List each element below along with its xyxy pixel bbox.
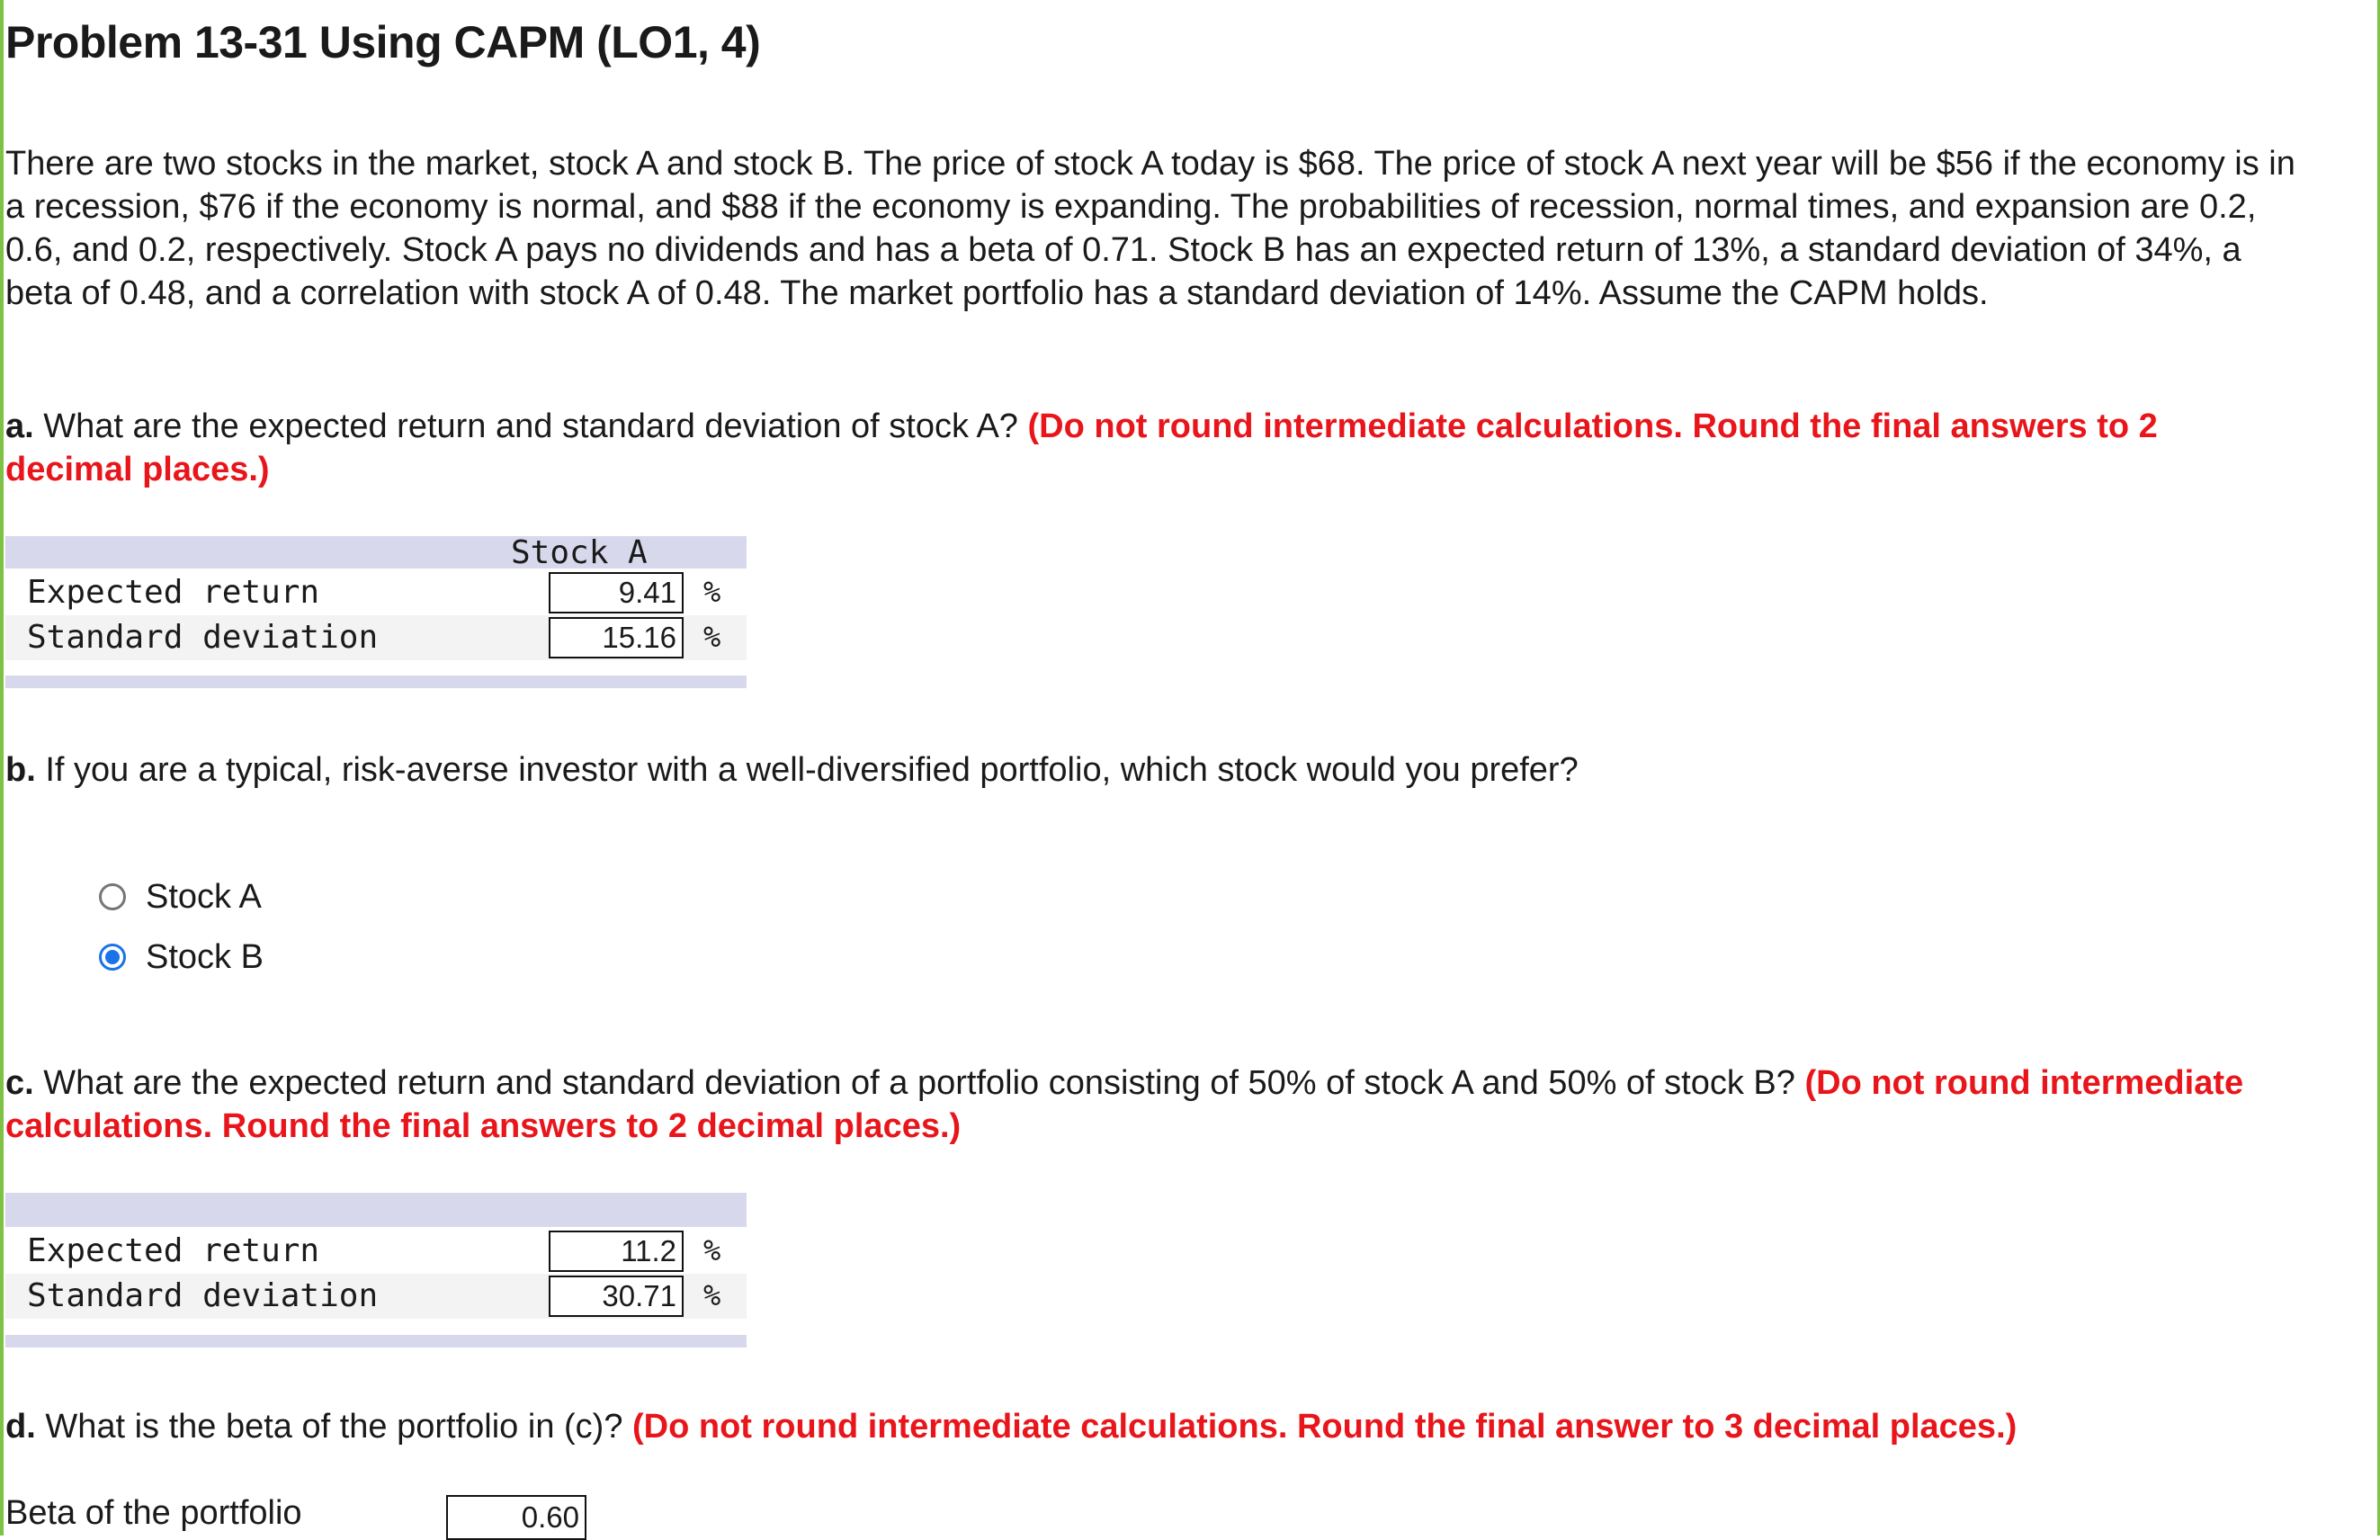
standard-deviation-label: Standard deviation	[27, 619, 379, 656]
standard-deviation-label: Standard deviation	[27, 1277, 379, 1314]
part-d-instruction: (Do not round intermediate calculations. Round the final answer to 3 decimal places.)	[632, 1408, 2018, 1446]
expected-return-label: Expected return	[27, 574, 320, 611]
stock-a-table-header	[5, 536, 747, 569]
beta-of-portfolio-input[interactable]: 0.60	[446, 1495, 586, 1540]
table-row	[5, 1274, 747, 1319]
percent-unit: %	[703, 1278, 721, 1312]
portfolio-table-header	[5, 1193, 747, 1227]
radio-button-stock-a[interactable]	[99, 883, 126, 910]
expected-return-label: Expected return	[27, 1232, 320, 1269]
part-a-text: What are the expected return and standard deviation of stock A?	[43, 407, 1018, 445]
table-row	[5, 570, 747, 615]
radio-option-stock-a[interactable]	[99, 874, 262, 919]
part-a-letter: a.	[5, 407, 34, 445]
part-d-question	[5, 1405, 2308, 1448]
table-row	[5, 615, 747, 660]
part-a-question	[5, 405, 2164, 491]
table-row	[5, 1229, 747, 1274]
part-d-letter: d.	[5, 1408, 36, 1446]
part-c-letter: c.	[5, 1064, 34, 1102]
part-a-instruction: (Do not round intermediate calculations. Round the final answers to 2 decimal places.)	[5, 407, 2158, 488]
stock-a-column-header: Stock A	[511, 534, 648, 571]
portfolio-table	[5, 1193, 747, 1350]
beta-of-portfolio-label: Beta of the portfolio	[5, 1494, 302, 1532]
part-b-question	[5, 748, 2164, 792]
part-c-text: What are the expected return and standard deviation of a portfolio consisting of 50% of stock A and 50% of stock B?	[43, 1064, 1795, 1102]
stock-a-table	[5, 536, 747, 694]
table-footer-band	[5, 676, 747, 688]
percent-unit: %	[703, 575, 721, 609]
stock-a-expected-return-input[interactable]: 9.41	[549, 572, 684, 613]
part-b-letter: b.	[5, 751, 36, 789]
problem-intro: There are two stocks in the market, stock A and stock B. The price of stock A today is $68. The price of stock A next year will be $56 if the economy is in a recession, $76 if the economy is normal, and $88 if the economy is expanding. The probabilities of recession, normal times, and expansion are 0.2, 0.6, and 0.2, respectively. Stock A pays no dividends and has a beta of 0.71. Stock B has an expected return of 13%, a standard deviation of 34%, a beta of 0.48, and a correlation with stock A of 0.48. The market portfolio has a standard deviation of 14%. Assume the CAPM holds.	[5, 145, 2295, 312]
problem-title: Problem 13-31 Using CAPM (LO1, 4)	[5, 17, 761, 67]
stock-a-standard-deviation-input[interactable]: 15.16	[549, 617, 684, 658]
table-footer-band	[5, 1335, 747, 1348]
part-c-question	[5, 1061, 2272, 1148]
part-b-text: If you are a typical, risk-averse investor with a well-diversified portfolio, which stock would you prefer?	[45, 751, 1579, 789]
portfolio-expected-return-input[interactable]: 11.2	[549, 1231, 684, 1272]
percent-unit: %	[703, 620, 721, 654]
percent-unit: %	[703, 1233, 721, 1267]
radio-button-stock-b[interactable]	[99, 944, 126, 971]
part-d-text: What is the beta of the portfolio in (c)?	[45, 1408, 623, 1446]
radio-label-stock-b: Stock B	[146, 937, 264, 976]
part-c-instruction: (Do not round intermediate calculations. Round the final answers to 2 decimal places.)	[5, 1064, 2244, 1145]
radio-label-stock-a: Stock A	[146, 877, 262, 916]
left-border	[0, 0, 4, 1536]
radio-option-stock-b[interactable]	[99, 935, 264, 980]
portfolio-standard-deviation-input[interactable]: 30.71	[549, 1276, 684, 1317]
